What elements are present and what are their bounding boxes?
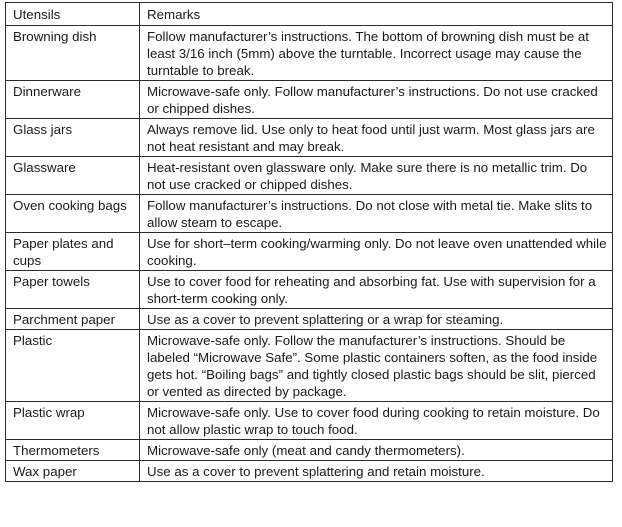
utensil-cell: Plastic	[6, 330, 140, 402]
utensil-cell: Browning dish	[6, 26, 140, 81]
utensil-cell: Paper plates and cups	[6, 233, 140, 271]
utensil-cell: Wax paper	[6, 461, 140, 482]
remarks-cell: Use for short–term cooking/warming only. Do not leave oven unattended while cooking.	[140, 233, 613, 271]
table-row	[6, 330, 613, 402]
utensil-cell: Parchment paper	[6, 309, 140, 330]
utensil-cell: Glassware	[6, 157, 140, 195]
remarks-cell: Heat-resistant oven glassware only. Make sure there is no metallic trim. Do not use cracked or chipped dishes.	[140, 157, 613, 195]
table-row	[6, 119, 613, 157]
table-row	[6, 157, 613, 195]
table-row	[6, 309, 613, 330]
remarks-cell: Follow manufacturer’s instructions. The bottom of browning dish must be at least 3/16 inch (5mm) above the turntable. Incorrect usage may cause the turntable to break.	[140, 26, 613, 81]
remarks-cell: Follow manufacturer’s instructions. Do not close with metal tie. Make slits to allow steam to escape.	[140, 195, 613, 233]
table-row	[6, 26, 613, 81]
utensil-cell: Plastic wrap	[6, 402, 140, 440]
utensils-table-container	[5, 2, 612, 482]
remarks-cell: Use as a cover to prevent splattering and retain moisture.	[140, 461, 613, 482]
remarks-cell: Microwave-safe only. Follow manufacturer’s instructions. Do not use cracked or chipped dishes.	[140, 81, 613, 119]
table-row	[6, 233, 613, 271]
column-header-utensils: Utensils	[6, 3, 140, 26]
utensil-cell: Thermometers	[6, 440, 140, 461]
remarks-cell: Microwave-safe only. Use to cover food during cooking to retain moisture. Do not allow plastic wrap to touch food.	[140, 402, 613, 440]
utensil-cell: Dinnerware	[6, 81, 140, 119]
table-header-row	[6, 3, 613, 26]
remarks-cell: Use as a cover to prevent splattering or a wrap for steaming.	[140, 309, 613, 330]
remarks-cell: Microwave-safe only (meat and candy thermometers).	[140, 440, 613, 461]
column-header-remarks: Remarks	[140, 3, 613, 26]
remarks-cell: Always remove lid. Use only to heat food until just warm. Most glass jars are not heat resistant and may break.	[140, 119, 613, 157]
utensils-table	[5, 2, 613, 482]
utensil-cell: Oven cooking bags	[6, 195, 140, 233]
table-row	[6, 402, 613, 440]
utensil-cell: Paper towels	[6, 271, 140, 309]
table-row	[6, 81, 613, 119]
table-row	[6, 271, 613, 309]
table-row	[6, 440, 613, 461]
utensil-cell: Glass jars	[6, 119, 140, 157]
table-row	[6, 461, 613, 482]
remarks-cell: Microwave-safe only. Follow the manufacturer’s instructions. Should be labeled “Microwave Safe”. Some plastic containers soften, as the food inside gets hot. “Boiling bags” and tightly closed plastic bags should be slit, pierced or vented as directed by package.	[140, 330, 613, 402]
remarks-cell: Use to cover food for reheating and absorbing fat. Use with supervision for a short-term cooking only.	[140, 271, 613, 309]
table-row	[6, 195, 613, 233]
